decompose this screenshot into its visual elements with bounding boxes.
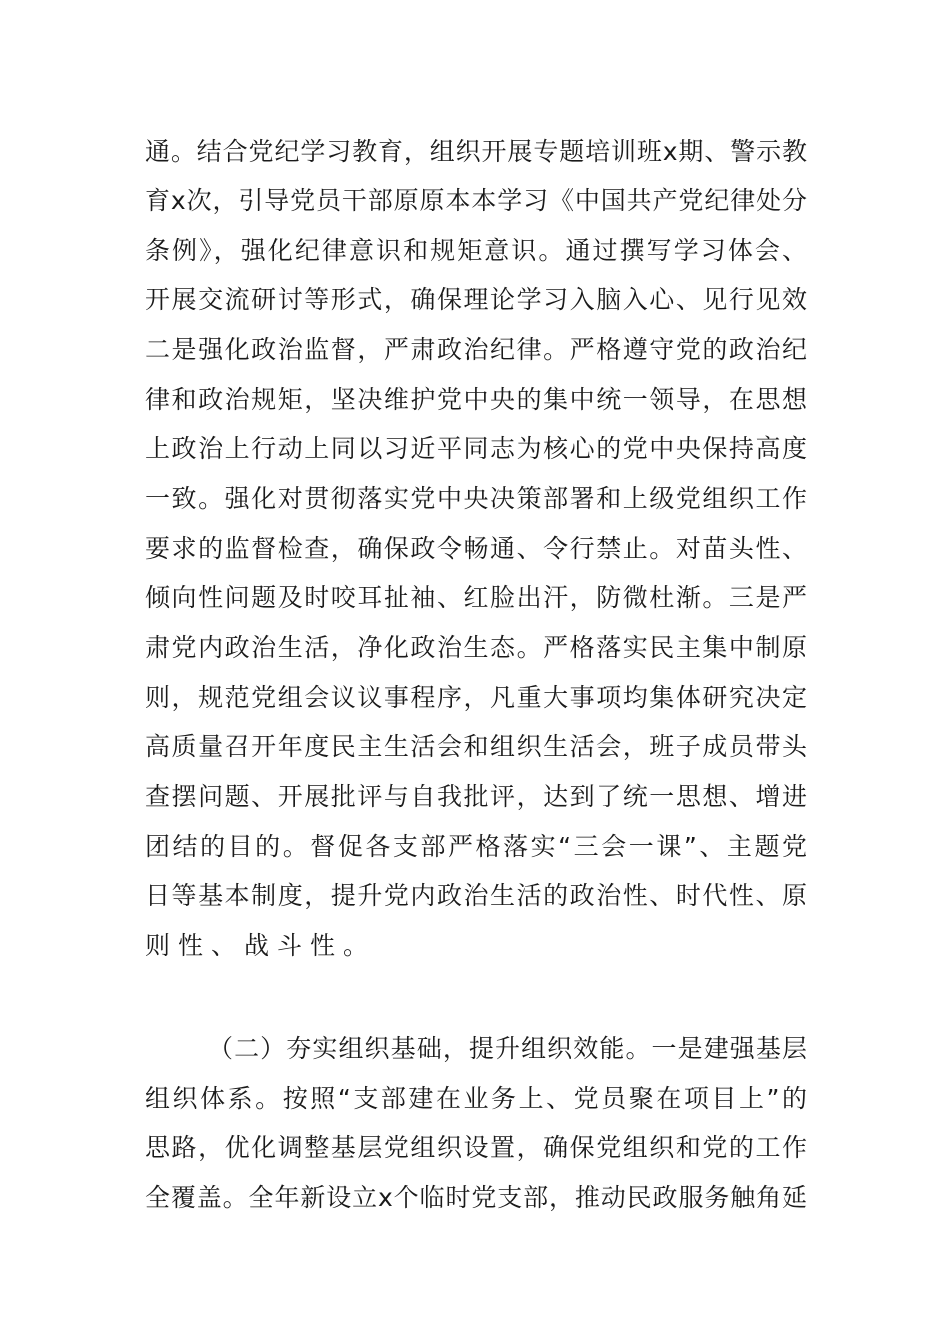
text-line: 条例》，强化纪律意识和规矩意识。通过撰写学习体会、 (145, 236, 807, 265)
text-line: 上政治上行动上同以习近平同志为核心的党中央保持高度 (145, 434, 807, 463)
text-line: 日等基本制度，提升党内政治生活的政治性、时代性、原 (145, 881, 807, 910)
text-line: 要求的监督检查，确保政令畅通、令行禁止。对苗头性、 (145, 534, 807, 563)
text-line: 通。结合党纪学习教育，组织开展专题培训班x期、警示教 (145, 137, 807, 166)
text-line: 则性、战斗性。 (145, 931, 377, 960)
text-line: 开展交流研讨等形式，确保理论学习入脑入心、见行见效 (145, 285, 807, 314)
text-line: 组织体系。按照“支部建在业务上、党员聚在项目上”的 (145, 1084, 807, 1113)
text-line: 团结的目的。督促各支部严格落实“三会一课”、主题党 (145, 832, 807, 861)
text-line: 二是强化政治监督，严肃政治纪律。严格遵守党的政治纪 (145, 335, 807, 364)
text-line: 则，规范党组会议议事程序，凡重大事项均集体研究决定 (145, 683, 807, 712)
text-line: 思路，优化调整基层党组织设置，确保党组织和党的工作 (145, 1133, 807, 1162)
text-line: 全覆盖。全年新设立x个临时党支部，推动民政服务触角延 (145, 1183, 807, 1212)
text-line: 高质量召开年度民主生活会和组织生活会，班子成员带头 (145, 732, 807, 761)
text-line-indented: （二）夯实组织基础，提升组织效能。一是建强基层 (208, 1034, 807, 1063)
text-line: 倾向性问题及时咬耳扯袖、红脸出汗，防微杜渐。三是严 (145, 583, 807, 612)
text-line: 肃党内政治生活，净化政治生态。严格落实民主集中制原 (145, 633, 807, 662)
text-line: 律和政治规矩，坚决维护党中央的集中统一领导，在思想 (145, 385, 807, 414)
text-line: 育x次，引导党员干部原原本本学习《中国共产党纪律处分 (145, 186, 807, 215)
text-line: 一致。强化对贯彻落实党中央决策部署和上级党组织工作 (145, 484, 807, 513)
text-line: 查摆问题、开展批评与自我批评，达到了统一思想、增进 (145, 782, 807, 811)
